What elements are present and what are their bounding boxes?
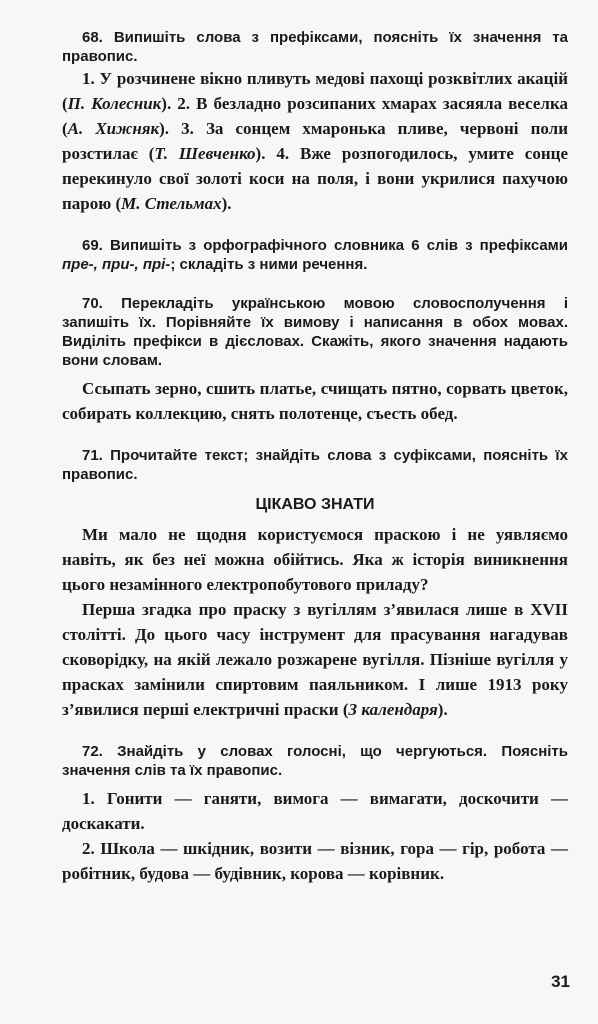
info-paragraph-2: Перша згадка про праску з вугіллям з’явилася лише в XVII столітті. До цього часу інструмент для прасування нагадував сковорідку, на якій лежало розжарене вугілля. Пізніше вугілля у прасках замінили спиртовим паяльником. І лише 1913 року з’явилися перші електричні праски (З календаря). — [62, 600, 568, 719]
exercise-task: 72. Знайдіть у словах голосні, що чергуються. Поясніть значення слів та їх правопис. — [62, 743, 568, 779]
info-paragraph-1: Ми мало не щодня користуємося праскою і не уявляємо навіть, як без неї можна обійтись. Яка ж історія виникнення цього незамінного електропобутового приладу? — [62, 525, 568, 594]
exercise-task: 68. Випишіть слова з префіксами, поясніть їх значення та правопис. — [62, 29, 568, 65]
exercise-task: 71. Прочитайте текст; знайдіть слова з суфіксами, поясніть їх правопис. — [62, 447, 568, 483]
page-number: 31 — [551, 972, 570, 991]
exercise-71 — [62, 446, 568, 484]
info-text — [62, 522, 568, 722]
exercise-69 — [62, 236, 568, 274]
exercise-68 — [62, 28, 568, 216]
exercise-task: 69. Випишіть з орфографічного словника 6 слів з префіксами пре-, при-, прі-; складіть з ними речення. — [62, 237, 568, 273]
section-heading: ЦІКАВО ЗНАТИ — [255, 496, 375, 513]
page-content — [62, 28, 568, 892]
exercise-line-2: 2. Школа — шкідник, возити — візник, гора — гір, робота — робітник, будова — будівник, корова — корівник. — [62, 839, 568, 883]
exercise-70 — [62, 294, 568, 426]
exercise-task: 70. Перекладіть українською мовою словосполучення і запишіть їх. Порівняйте їх вимову і написання в обох мовах. Виділіть префікси в дієсловах. Скажіть, якого значення надають вони словам. — [62, 295, 568, 369]
exercise-72 — [62, 742, 568, 886]
exercise-line-1: 1. Гонити — ганяти, вимога — вимагати, доскочити — доскакати. — [62, 789, 568, 833]
exercise-text: 1. У розчинене вікно пливуть медові пахощі розквітлих акацій (П. Колесник). 2. В безладно розсипаних хмарах засяяла веселка (А. Хижняк). 3. За сонцем хмаронька пливе, червоні поли розстилає (Т. Шевченко). 4. Вже розпогодилось, умите сонце перекинуло свої золоті коси на поля, і вони укрилися пахучою парою (М. Стельмах). — [62, 69, 568, 213]
exercise-text: Ссыпать зерно, сшить платье, счищать пятно, сорвать цветок, собирать коллекцию, снять полотенце, съесть обед. — [62, 379, 568, 423]
